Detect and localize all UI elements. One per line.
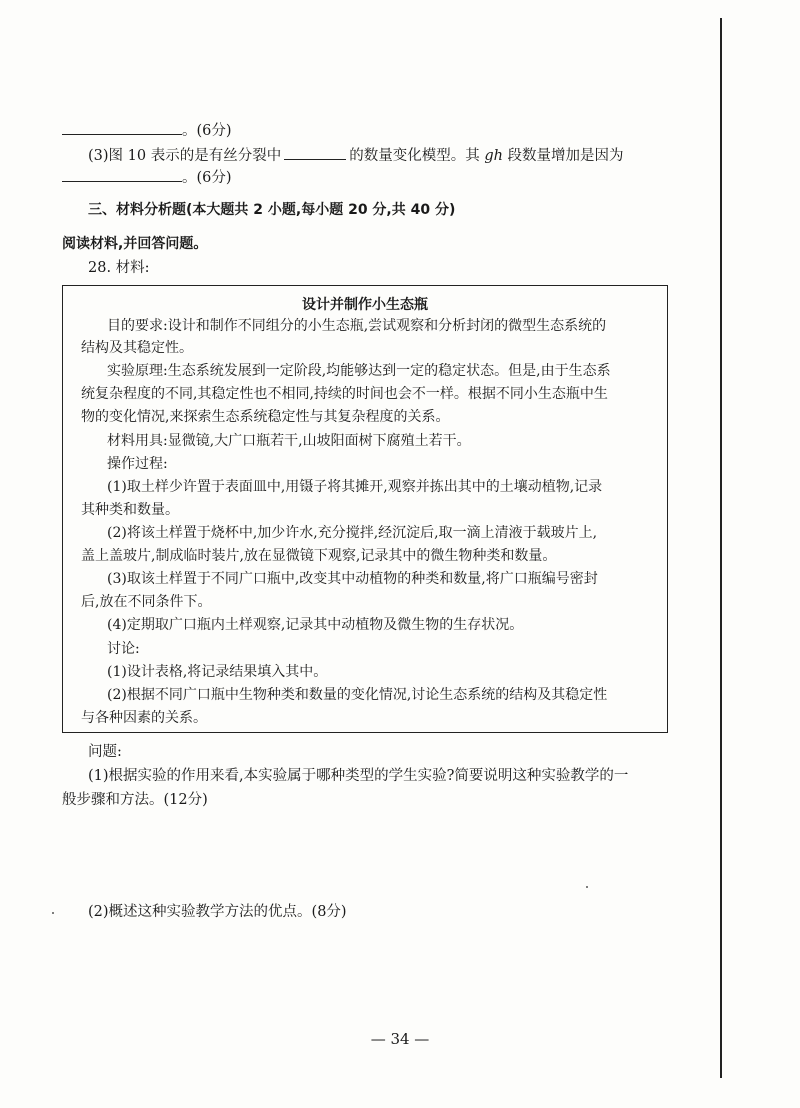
material-line: (2)根据不同广口瓶中生物种类和数量的变化情况,讨论生态系统的结构及其稳定性 [107, 687, 608, 703]
material-line: 实验原理:生态系统发展到一定阶段,均能够达到一定的稳定状态。但是,由于生态系 [107, 363, 611, 379]
material-line: 操作过程: [107, 456, 168, 472]
instruction: 阅读材料,并回答问题。 [62, 236, 208, 252]
material-line: (4)定期取广口瓶内土样观察,记录其中动植物及微生物的生存状况。 [107, 617, 524, 633]
question-3-text: (3)图 10 表示的是有丝分裂中 [88, 148, 282, 164]
answer-blank [62, 167, 182, 182]
question-3-answer-line [62, 167, 232, 188]
score-note: 。(6分) [182, 170, 232, 186]
question-3-text-3: 段数量增加是因为 [502, 148, 624, 164]
section-title: 三、材料分析题(本大题共 2 小题,每小题 20 分,共 40 分) [88, 202, 456, 218]
material-line: 后,放在不同条件下。 [81, 594, 212, 610]
scan-speck [586, 886, 588, 888]
question-28-label: 28. 材料: [88, 260, 150, 276]
material-line: 讨论: [107, 641, 140, 657]
answer-blank [284, 145, 346, 160]
scan-speck [52, 912, 54, 914]
question-1-line-1: (1)根据实验的作用来看,本实验属于哪种类型的学生实验?简要说明这种实验教学的一 [88, 768, 629, 784]
material-line: 目的要求:设计和制作不同组分的小生态瓶,尝试观察和分析封闭的微型生态系统的 [107, 318, 607, 334]
scan-edge-line [720, 18, 722, 1078]
answer-blank [62, 120, 182, 135]
material-line: (1)设计表格,将记录结果填入其中。 [107, 664, 328, 680]
material-title: 设计并制作小生态瓶 [302, 297, 428, 313]
material-line: 盖上盖玻片,制成临时装片,放在显微镜下观察,记录其中的微生物种类和数量。 [81, 548, 557, 564]
material-line: 与各种因素的关系。 [81, 710, 207, 726]
question-1-line-2: 般步骤和方法。(12分) [62, 792, 208, 808]
material-line: 物的变化情况,来探索生态系统稳定性与其复杂程度的关系。 [81, 409, 450, 425]
material-line: 其种类和数量。 [81, 502, 179, 518]
material-line: (3)取该土样置于不同广口瓶中,改变其中动植物的种类和数量,将广口瓶编号密封 [107, 571, 598, 587]
material-line: 材料用具:显微镜,大广口瓶若干,山坡阳面树下腐殖土若干。 [107, 433, 471, 449]
question-3-text-2: 的数量变化模型。其 [349, 148, 485, 164]
question-3-line [88, 145, 624, 166]
continuation-line [62, 120, 232, 141]
material-line: (1)取土样少许置于表面皿中,用镊子将其摊开,观察并拣出其中的土壤动植物,记录 [107, 479, 603, 495]
material-line: 统复杂程度的不同,其稳定性也不相同,持续的时间也会不一样。根据不同小生态瓶中生 [81, 386, 608, 402]
material-box [62, 285, 668, 733]
questions-label: 问题: [88, 744, 122, 760]
question-2: (2)概述这种实验教学方法的优点。(8分) [88, 904, 347, 920]
gh-segment: gh [484, 148, 503, 164]
material-line: 结构及其稳定性。 [81, 340, 193, 356]
material-line: (2)将该土样置于烧杯中,加少许水,充分搅拌,经沉淀后,取一滴上清液于载玻片上, [107, 525, 598, 541]
page-number: — 34 — [370, 1030, 430, 1048]
score-note: 。(6分) [182, 123, 232, 139]
